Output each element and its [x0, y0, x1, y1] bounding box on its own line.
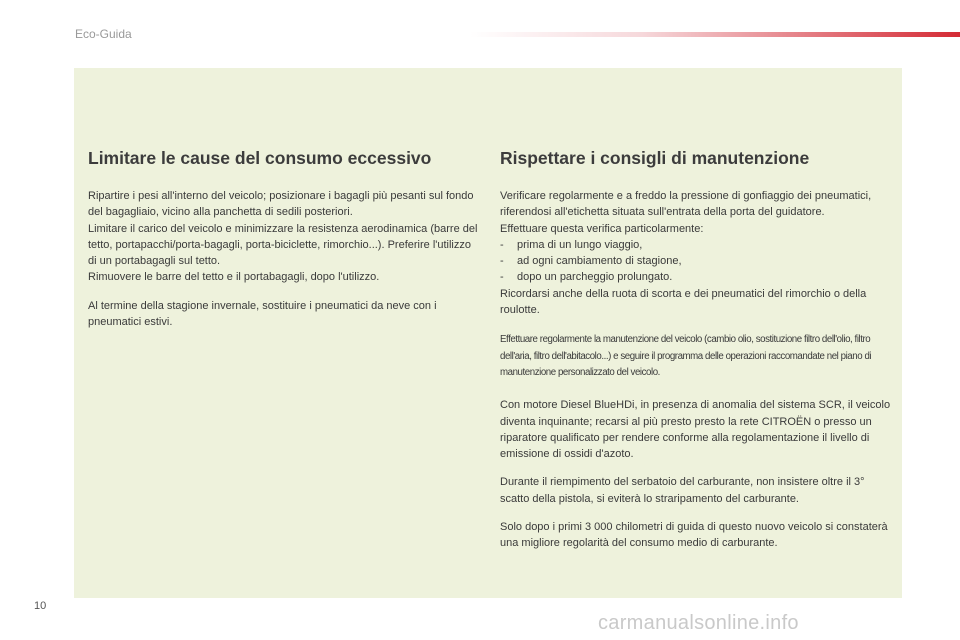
left-paragraph-tyres: Al termine della stagione invernale, sostituire i pneumatici da neve con i pneumatici estivi. — [88, 299, 437, 329]
right-paragraph-refuel: Durante il riempimento del serbatoio del carburante, non insistere oltre il 3° scatto della pistola, si eviterà lo straripamento del carburante. — [500, 476, 865, 505]
page-number: 10 — [34, 600, 47, 612]
left-paragraph-remove: Rimuovere le barre del tetto e il portabagagli, dopo l'utilizzo. — [88, 271, 380, 284]
left-column — [88, 148, 480, 330]
watermark: carmanualsonline.info — [598, 612, 799, 634]
left-paragraph-load: Limitare il carico del veicolo e minimizzare la resistenza aerodinamica (barre del tetto, portapacchi/porta-bagagli, porta-biciclette, rimorchio...). Preferire l'utilizzo di un portabagagli sul tetto. — [88, 222, 478, 268]
list-dash: - — [500, 271, 504, 284]
accent-bar — [470, 32, 960, 37]
maintenance-note: Effettuare regolarmente la manutenzione del veicolo (cambio olio, sostituzione filtro dell'olio, filtro dell'aria, filtro dell'abitacolo...) e seguire il programma delle operazioni raccomandate nel piano di manutenzione personalizzato del veicolo. — [500, 334, 872, 378]
list-item: - dopo un parcheggio prolungato. — [500, 269, 896, 285]
right-list-intro: Effettuare questa verifica particolarmente: — [500, 222, 704, 235]
right-paragraph-diesel: Con motore Diesel BlueHDi, in presenza di anomalia del sistema SCR, il veicolo diventa inquinante; recarsi al più presto presto la rete CITROËN o presso un riparatore qualificato per rendere conforme alla regolamentazione il livello di emissione di ossidi d'azoto. — [500, 399, 891, 461]
right-paragraph-pressure: Verificare regolarmente e a freddo la pressione di gonfiaggio dei pneumatici, riferendosi all'etichetta situata sull'entrata della porta del guidatore. — [500, 190, 872, 219]
right-column — [500, 148, 896, 552]
right-heading: Rispettare i consigli di manutenzione — [500, 148, 810, 168]
right-paragraph-mileage: Solo dopo i primi 3 000 chilometri di guida di questo nuovo veicolo si constaterà una migliore regolarità del consumo medio di carburante. — [500, 521, 888, 550]
list-item: - prima di un lungo viaggio, — [500, 237, 896, 253]
left-paragraph-weights: Ripartire i pesi all'interno del veicolo; posizionare i bagagli più pesanti sul fondo del bagagliaio, vicino alla panchetta di sedili posteriori. — [88, 190, 474, 219]
right-paragraph-spare: Ricordarsi anche della ruota di scorta e dei pneumatici del rimorchio o della roulotte. — [500, 287, 867, 317]
left-heading: Limitare le cause del consumo eccessivo — [88, 148, 432, 168]
list-dash: - — [500, 238, 504, 251]
section-title: Eco-Guida — [75, 27, 132, 41]
list-dash: - — [500, 255, 504, 268]
list-item: - ad ogni cambiamento di stagione, — [500, 253, 896, 269]
checklist — [500, 237, 896, 286]
